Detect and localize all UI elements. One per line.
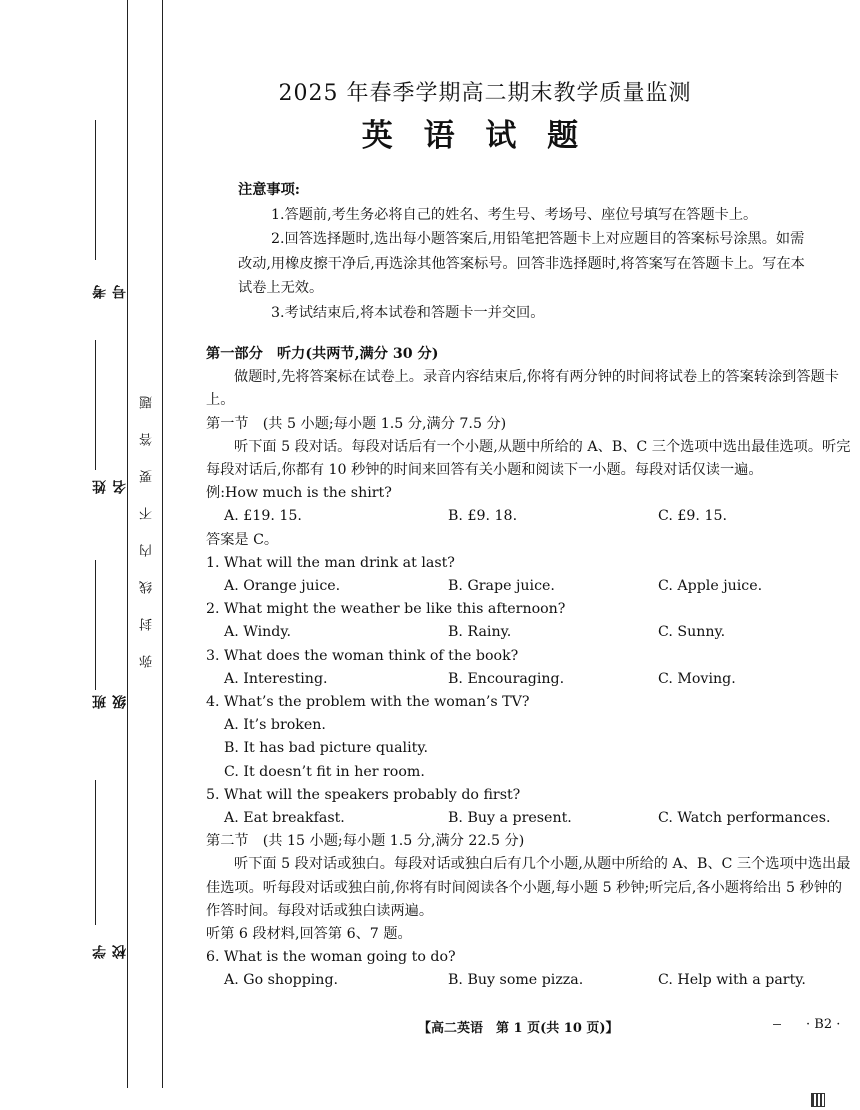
q1-option-a: A. Orange juice. — [224, 578, 341, 595]
footer-dash — [773, 1024, 781, 1025]
field-school-label: 学校 — [92, 945, 128, 959]
binding-line-inner — [162, 0, 163, 1088]
binding-line-outer — [127, 0, 128, 1088]
question-3: 3. What does the woman think of the book? — [206, 647, 519, 664]
paper-code: · B2 · — [806, 1017, 841, 1032]
field-name-line — [95, 340, 96, 470]
seal-text: 弥封线内不要答题 — [140, 372, 155, 668]
page-footer: 【高二英语 第 1 页(共 10 页)】 — [418, 1021, 619, 1036]
notes-block — [238, 178, 818, 325]
field-class-label: 班级 — [92, 695, 128, 709]
question-6: 6. What is the woman going to do? — [206, 949, 456, 966]
field-exam-number-label: 考号 — [92, 285, 128, 299]
q6-option-c: C. Help with a party. — [658, 972, 806, 989]
q3-option-a: A. Interesting. — [224, 670, 328, 687]
field-class-line — [95, 560, 96, 690]
note-item-1: 1.答题前,考生务必将自己的姓名、考生号、考场号、座位号填写在答题卡上。 — [271, 206, 758, 223]
subject-title: 英 语 试 题 — [361, 118, 589, 154]
question-2: 2. What might the weather be like this afternoon? — [206, 601, 566, 618]
question-4: 4. What’s the problem with the woman’s TV? — [206, 694, 530, 711]
q5-option-a: A. Eat breakfast. — [224, 810, 345, 827]
q1-option-b: B. Grape juice. — [448, 578, 555, 595]
section2-instructions: 听下面 5 段对话或独白。每段对话或独白后有几个小题,从题中所给的 A、B、C 三个选项中选出最佳选项。听每段对话或独白前,你将有时间阅读各个小题,每小题 5 秒钟;听完后,各小题将给出 5 秒钟的作答时间。每段对话或独白读两遍。 — [206, 856, 851, 919]
section1-heading: 第一节 (共 5 小题;每小题 1.5 分,满分 7.5 分) — [206, 415, 507, 432]
q1-option-c: C. Apple juice. — [658, 578, 763, 595]
q6-option-b: B. Buy some pizza. — [448, 972, 584, 989]
example-options — [206, 505, 856, 528]
question-1: 1. What will the man drink at last? — [206, 554, 455, 571]
qr-code-icon — [811, 1093, 825, 1107]
q4-option-c: C. It doesn’t fit in her room. — [224, 763, 425, 780]
example-option-c: C. £9. 15. — [658, 508, 728, 525]
note-item-2: 2.回答选择题时,选出每小题答案后,用铅笔把答题卡上对应题目的答案标号涂黑。如需改动,用橡皮擦干净后,再选涂其他答案标号。回答非选择题时,将答案写在答题卡上。写在本试卷上无效。 — [238, 231, 805, 296]
q6-option-a: A. Go shopping. — [224, 972, 339, 989]
note-item-3: 3.考试结束后,将本试卷和答题卡一并交回。 — [271, 304, 545, 321]
question-2-options — [206, 621, 856, 644]
question-5: 5. What will the speakers probably do first? — [206, 786, 521, 803]
q4-option-a: A. It’s broken. — [224, 717, 326, 734]
example-option-b: B. £9. 18. — [448, 508, 518, 525]
q4-option-b: B. It has bad picture quality. — [224, 740, 428, 757]
question-1-options — [206, 575, 856, 598]
q2-option-b: B. Rainy. — [448, 624, 512, 641]
example-answer: 答案是 C。 — [206, 531, 279, 548]
exam-title: 2025 年春季学期高二期末教学质量监测 — [278, 81, 692, 106]
q3-option-b: B. Encouraging. — [448, 670, 565, 687]
q5-option-b: B. Buy a present. — [448, 810, 572, 827]
question-3-options — [206, 668, 856, 691]
q3-option-c: C. Moving. — [658, 670, 736, 687]
example-question: 例:How much is the shirt? — [206, 485, 392, 502]
question-5-options — [206, 807, 856, 830]
q2-option-c: C. Sunny. — [658, 624, 726, 641]
section2-material: 听第 6 段材料,回答第 6、7 题。 — [206, 926, 412, 943]
field-name-label: 姓名 — [92, 480, 128, 494]
section1-instructions: 听下面 5 段对话。每段对话后有一个小题,从题中所给的 A、B、C 三个选项中选出最佳选项。听完每段对话后,你都有 10 秒钟的时间来回答有关小题和阅读下一小题。每段对话仅读一遍。 — [206, 438, 851, 479]
field-school-line — [95, 780, 96, 925]
section2-heading: 第二节 (共 15 小题;每小题 1.5 分,满分 22.5 分) — [206, 833, 525, 850]
part1-heading: 第一部分 听力(共两节,满分 30 分) — [206, 346, 439, 362]
q5-option-c: C. Watch performances. — [658, 810, 831, 827]
question-6-options — [206, 969, 856, 992]
example-option-a: A. £19. 15. — [224, 508, 302, 525]
listening-part — [206, 343, 856, 993]
notes-heading: 注意事项: — [238, 182, 300, 198]
part1-intro: 做题时,先将答案标在试卷上。录音内容结束后,你将有两分钟的时间将试卷上的答案转涂到答题卡上。 — [206, 369, 839, 409]
q2-option-a: A. Windy. — [224, 624, 291, 641]
